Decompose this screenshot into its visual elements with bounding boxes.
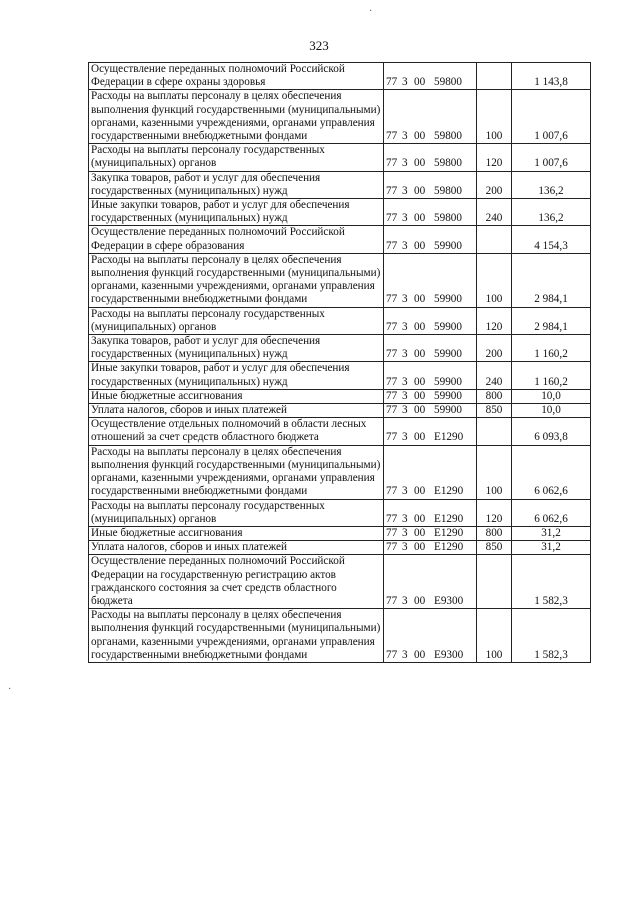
row-amount: 2 984,1 [512, 253, 591, 307]
row-name: Закупка товаров, работ и услуг для обеспечения государственных (муниципальных) нужд [89, 171, 384, 198]
row-amount: 1 160,2 [512, 362, 591, 389]
row-expense-type: 850 [477, 404, 512, 418]
code-part: 00 [414, 212, 426, 225]
row-name: Осуществление переданных полномочий Российской Федерации в сфере образования [89, 226, 384, 253]
row-amount: 136,2 [512, 199, 591, 226]
row-amount: 31,2 [512, 526, 591, 540]
row-expense-type: 200 [477, 335, 512, 362]
code-part: 59800 [434, 157, 462, 170]
row-code [384, 445, 477, 499]
table-row [89, 418, 591, 445]
code-part: 00 [414, 130, 426, 143]
code-part: 77 [386, 239, 398, 252]
code-part: 00 [414, 541, 426, 554]
code-part: 59900 [434, 389, 462, 402]
row-code [384, 199, 477, 226]
row-amount: 2 984,1 [512, 307, 591, 334]
row-expense-type: 120 [477, 499, 512, 526]
table-row [89, 362, 591, 389]
table-row [89, 555, 591, 609]
row-name: Иные бюджетные ассигнования [89, 389, 384, 403]
row-name: Расходы на выплаты персоналу государственных (муниципальных) органов [89, 307, 384, 334]
table-row [89, 90, 591, 144]
row-code [384, 418, 477, 445]
code-part: E9300 [434, 648, 464, 661]
code-part: 3 [402, 594, 408, 607]
code-part: E9300 [434, 594, 464, 607]
code-part: 3 [402, 389, 408, 402]
code-part: 3 [402, 293, 408, 306]
row-name: Осуществление отдельных полномочий в области лесных отношений за счет средств областного бюджета [89, 418, 384, 445]
row-expense-type: 240 [477, 362, 512, 389]
row-code [384, 253, 477, 307]
row-amount: 6 062,6 [512, 445, 591, 499]
code-part: 00 [414, 76, 426, 89]
row-expense-type: 100 [477, 445, 512, 499]
table-row [89, 63, 591, 90]
code-part: 00 [414, 293, 426, 306]
budget-table [88, 62, 591, 663]
code-part: 00 [414, 375, 426, 388]
row-expense-type: 120 [477, 144, 512, 171]
row-amount: 1 143,8 [512, 63, 591, 90]
table-row [89, 404, 591, 418]
code-part: 77 [386, 320, 398, 333]
code-part: 77 [386, 431, 398, 444]
table-row [89, 199, 591, 226]
row-expense-type [477, 63, 512, 90]
row-name: Иные закупки товаров, работ и услуг для обеспечения государственных (муниципальных) нужд [89, 199, 384, 226]
row-expense-type: 120 [477, 307, 512, 334]
row-expense-type: 850 [477, 541, 512, 555]
row-code [384, 226, 477, 253]
code-part: E1290 [434, 526, 464, 539]
row-amount: 1 007,6 [512, 144, 591, 171]
row-expense-type: 800 [477, 526, 512, 540]
code-part: 00 [414, 348, 426, 361]
code-part: 3 [402, 130, 408, 143]
scan-dot: · [8, 684, 12, 695]
code-part: 3 [402, 157, 408, 170]
row-amount: 1 582,3 [512, 609, 591, 663]
row-code [384, 526, 477, 540]
row-amount: 6 093,8 [512, 418, 591, 445]
row-code [384, 144, 477, 171]
code-part: 59900 [434, 239, 462, 252]
table-row [89, 389, 591, 403]
table-row [89, 526, 591, 540]
row-code [384, 499, 477, 526]
row-expense-type: 100 [477, 253, 512, 307]
row-expense-type [477, 555, 512, 609]
row-code [384, 555, 477, 609]
code-part: 77 [386, 594, 398, 607]
code-part: 3 [402, 320, 408, 333]
code-part: 59900 [434, 348, 462, 361]
code-part: 77 [386, 130, 398, 143]
code-part: 3 [402, 184, 408, 197]
code-part: 00 [414, 320, 426, 333]
row-name: Расходы на выплаты персоналу в целях обеспечения выполнения функций государственными (муниципальными) органами, казенными учреждениями, органами управления государственными внебюджетными фондами [89, 253, 384, 307]
row-code [384, 541, 477, 555]
row-amount: 4 154,3 [512, 226, 591, 253]
code-part: 00 [414, 431, 426, 444]
code-part: 77 [386, 648, 398, 661]
row-expense-type: 240 [477, 199, 512, 226]
row-expense-type: 100 [477, 609, 512, 663]
code-part: 00 [414, 512, 426, 525]
row-code [384, 307, 477, 334]
row-code [384, 609, 477, 663]
code-part: 59800 [434, 184, 462, 197]
code-part: 59900 [434, 293, 462, 306]
code-part: 00 [414, 404, 426, 417]
row-code [384, 362, 477, 389]
scan-dot: · [369, 6, 373, 17]
row-code [384, 404, 477, 418]
row-expense-type: 200 [477, 171, 512, 198]
row-name: Закупка товаров, работ и услуг для обеспечения государственных (муниципальных) нужд [89, 335, 384, 362]
code-part: 3 [402, 485, 408, 498]
row-name: Расходы на выплаты персоналу в целях обеспечения выполнения функций государственными (муниципальными) органами, казенными учреждениями, органами управления государственными внебюджетными фондами [89, 445, 384, 499]
code-part: 3 [402, 541, 408, 554]
code-part: 00 [414, 594, 426, 607]
code-part: 77 [386, 526, 398, 539]
code-part: 59800 [434, 130, 462, 143]
row-expense-type [477, 226, 512, 253]
code-part: 3 [402, 404, 408, 417]
code-part: 77 [386, 184, 398, 197]
row-name: Иные закупки товаров, работ и услуг для обеспечения государственных (муниципальных) нужд [89, 362, 384, 389]
row-amount: 10,0 [512, 389, 591, 403]
table-row [89, 609, 591, 663]
code-part: 00 [414, 648, 426, 661]
code-part: 77 [386, 389, 398, 402]
row-amount: 10,0 [512, 404, 591, 418]
row-name: Уплата налогов, сборов и иных платежей [89, 404, 384, 418]
row-amount: 6 062,6 [512, 499, 591, 526]
budget-table-body [89, 63, 591, 663]
code-part: 3 [402, 76, 408, 89]
code-part: E1290 [434, 541, 464, 554]
table-row [89, 226, 591, 253]
code-part: 77 [386, 404, 398, 417]
row-amount: 31,2 [512, 541, 591, 555]
row-name: Иные бюджетные ассигнования [89, 526, 384, 540]
code-part: 77 [386, 348, 398, 361]
row-name: Расходы на выплаты персоналу в целях обеспечения выполнения функций государственными (муниципальными) органами, казенными учреждениями, органами управления государственными внебюджетными фондами [89, 90, 384, 144]
table-row [89, 445, 591, 499]
code-part: 77 [386, 76, 398, 89]
code-part: 59900 [434, 375, 462, 388]
code-part: 3 [402, 431, 408, 444]
row-name: Уплата налогов, сборов и иных платежей [89, 541, 384, 555]
table-row [89, 335, 591, 362]
code-part: 77 [386, 375, 398, 388]
page-number: 323 [309, 38, 329, 53]
row-amount: 136,2 [512, 171, 591, 198]
code-part: 3 [402, 239, 408, 252]
code-part: 77 [386, 212, 398, 225]
code-part: 59800 [434, 212, 462, 225]
code-part: 77 [386, 157, 398, 170]
row-code [384, 389, 477, 403]
code-part: 00 [414, 184, 426, 197]
table-row [89, 307, 591, 334]
row-expense-type: 100 [477, 90, 512, 144]
row-name: Расходы на выплаты персоналу государственных (муниципальных) органов [89, 144, 384, 171]
code-part: 3 [402, 512, 408, 525]
row-amount: 1 160,2 [512, 335, 591, 362]
row-code [384, 90, 477, 144]
code-part: 59900 [434, 320, 462, 333]
code-part: 00 [414, 526, 426, 539]
table-row [89, 541, 591, 555]
row-amount: 1 007,6 [512, 90, 591, 144]
row-name: Осуществление переданных полномочий Российской Федерации на государственную регистрацию актов гражданского состояния за счет средств областного бюджета [89, 555, 384, 609]
code-part: 77 [386, 293, 398, 306]
table-row [89, 253, 591, 307]
row-name: Расходы на выплаты персоналу в целях обеспечения выполнения функций государственными (муниципальными) органами, казенными учреждениями, органами управления государственными внебюджетными фондами [89, 609, 384, 663]
row-code [384, 171, 477, 198]
code-part: 3 [402, 648, 408, 661]
table-row [89, 171, 591, 198]
code-part: E1290 [434, 512, 464, 525]
code-part: 00 [414, 389, 426, 402]
row-expense-type: 800 [477, 389, 512, 403]
code-part: E1290 [434, 431, 464, 444]
code-part: 3 [402, 212, 408, 225]
code-part: 77 [386, 485, 398, 498]
table-row [89, 499, 591, 526]
row-amount: 1 582,3 [512, 555, 591, 609]
code-part: 3 [402, 348, 408, 361]
row-code [384, 63, 477, 90]
code-part: 3 [402, 526, 408, 539]
code-part: 00 [414, 485, 426, 498]
code-part: 00 [414, 239, 426, 252]
row-name: Расходы на выплаты персоналу государственных (муниципальных) органов [89, 499, 384, 526]
row-name: Осуществление переданных полномочий Российской Федерации в сфере охраны здоровья [89, 63, 384, 90]
code-part: 3 [402, 375, 408, 388]
row-code [384, 335, 477, 362]
code-part: 77 [386, 541, 398, 554]
table-row [89, 144, 591, 171]
code-part: E1290 [434, 485, 464, 498]
code-part: 77 [386, 512, 398, 525]
code-part: 00 [414, 157, 426, 170]
code-part: 59800 [434, 76, 462, 89]
row-expense-type [477, 418, 512, 445]
code-part: 59900 [434, 404, 462, 417]
